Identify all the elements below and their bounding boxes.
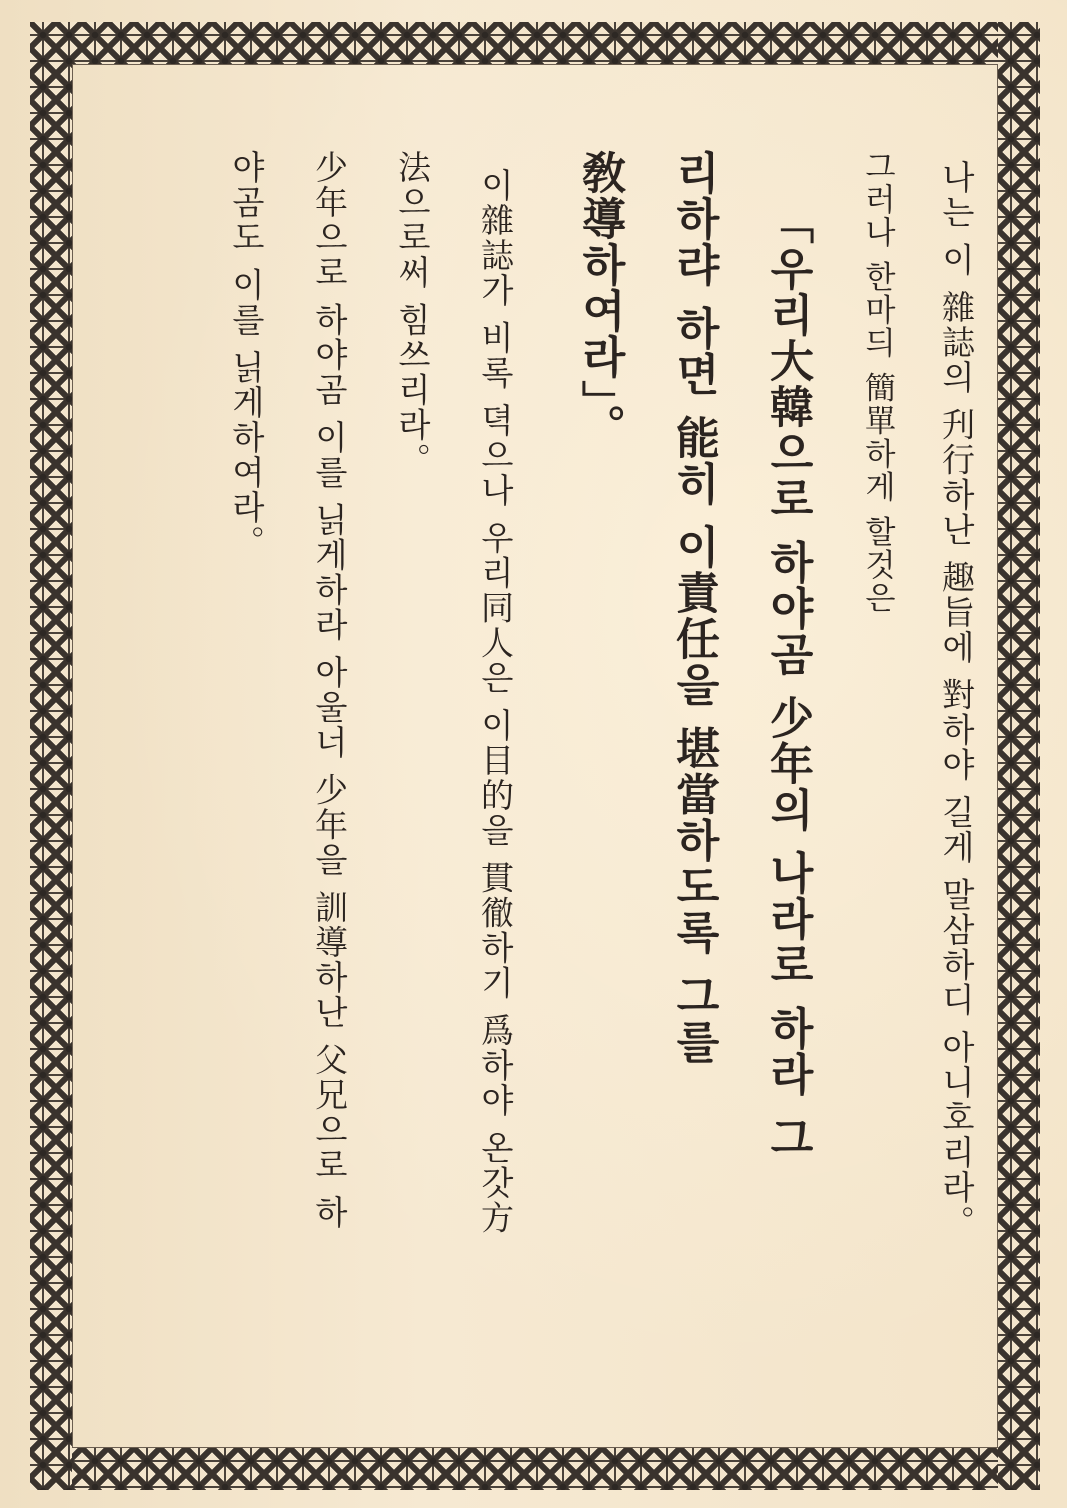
ornamental-border-bottom	[30, 1448, 1040, 1490]
text-column-2: 그러나 한마듸 簡單하게 할것은	[859, 150, 895, 615]
text-column-1: 나는 이 雜誌의 刋行하난 趣旨에 對하야 길게 말삼하디 아니호리라。	[937, 160, 976, 1240]
ornamental-border-top	[30, 22, 1040, 64]
ornamental-border-left	[30, 22, 72, 1490]
text-column-9: 야곰도 이를 닑게하여라。	[227, 150, 266, 560]
vertical-text-body	[100, 150, 980, 1450]
text-column-8: 少年으로 하야곰 이를 닑게하라 아울너 少年을 訓導하난 父兄으로 하	[310, 150, 349, 1230]
ornamental-border-right	[998, 22, 1040, 1490]
text-column-5-emphasis: 敎導하여라」。	[574, 150, 625, 450]
text-column-6: 이雜誌가 비록 뎍으나 우리同人은 이目的을 貫徹하기 爲하야 온갓方	[476, 168, 515, 1236]
text-column-3-emphasis: 「우리大韓으로 하야곰 少年의 나라로 하라 그	[762, 200, 813, 1161]
text-column-7: 法으로써 힘쓰리라。	[393, 150, 432, 478]
text-column-4-emphasis: 리하랴 하면 能히 이責任을 堪當하도록 그를	[668, 150, 719, 1065]
